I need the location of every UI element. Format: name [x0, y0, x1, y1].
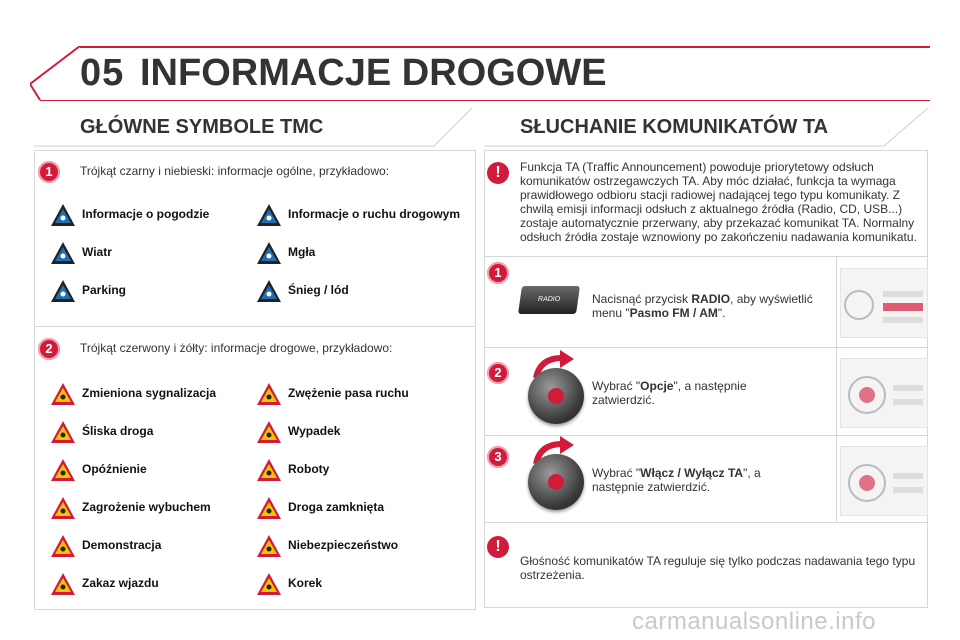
tmc-symbol-label: Droga zamknięta [288, 500, 385, 514]
slippery-road-icon [50, 420, 76, 444]
parking-icon [50, 279, 76, 303]
tmc-symbol-label: Demonstracja [82, 538, 162, 552]
road-closed-icon [256, 496, 282, 520]
radio-panel-thumbnail-1 [840, 268, 928, 338]
panel-divider [34, 326, 476, 327]
wind-icon [50, 241, 76, 265]
radio-button-illustration: RADIO [518, 286, 580, 314]
ta-step2-text: Wybrać "Opcje", a następnie zatwierdzić. [592, 379, 747, 407]
tmc-symbol-label: Mgła [288, 245, 316, 259]
warning-mark-icon: ! [487, 162, 509, 184]
ta-step3-text: Wybrać "Włącz / Wyłącz TA", a następnie zatwierdzić. [592, 466, 761, 494]
radio-panel-thumbnail-2 [840, 358, 928, 428]
watermark: carmanualsonline.info [632, 608, 876, 635]
header-rule-bottom [40, 100, 930, 101]
tmc-symbol-label: Śliska droga [82, 424, 154, 438]
ta-divider-4 [484, 522, 928, 523]
tmc-symbol-label: Roboty [288, 462, 330, 476]
tmc-symbol-label: Zagrożenie wybuchem [82, 500, 211, 514]
tmc-symbol-label: Wypadek [288, 424, 341, 438]
info-icon [256, 203, 282, 227]
tmc-symbol-label: Parking [82, 283, 127, 297]
ta-vdivider [836, 256, 837, 522]
ta-step-badge-1: 1 [487, 262, 509, 284]
ta-divider-2 [484, 347, 928, 348]
snow-icon [256, 279, 282, 303]
delay-icon [50, 458, 76, 482]
right-section-title: SŁUCHANIE KOMUNIKATÓW TA [520, 116, 829, 138]
ta-step1-text: Nacisnąć przycisk RADIO, aby wyświetlić menu "Pasmo FM / AM". [592, 292, 813, 320]
step-badge-2: 2 [38, 338, 60, 360]
tmc-symbol-label: Niebezpieczeństwo [288, 538, 399, 552]
ta-note-text: Głośność komunikatów TA reguluje się tylko podczas nadawania tego typu ostrzeżenia. [520, 554, 916, 582]
note-warning-mark-icon: ! [487, 536, 509, 558]
no-entry-icon [50, 572, 76, 596]
lane-narrowing-icon [256, 382, 282, 406]
weather-icon [50, 203, 76, 227]
header-rule-top [80, 46, 930, 48]
ta-step-badge-2: 2 [487, 362, 509, 384]
signal-change-icon [50, 382, 76, 406]
chapter-number: 05 [80, 52, 125, 94]
rotary-knob-icon [528, 368, 584, 424]
danger-icon [256, 534, 282, 558]
radio-panel-thumbnail-3 [840, 446, 928, 516]
tmc-symbol-label: Wiatr [82, 245, 112, 259]
tmc-symbol-label: Zakaz wjazdu [82, 576, 159, 590]
accident-icon [256, 420, 282, 444]
tmc-symbol-label: Zwężenie pasa ruchu [288, 386, 409, 400]
rotary-knob-icon-2 [528, 454, 584, 510]
ta-step-badge-3: 3 [487, 446, 509, 468]
tmc-symbol-label: Korek [288, 576, 323, 590]
tmc-symbol-label: Informacje o ruchu drogowym [288, 207, 461, 221]
traffic-jam-icon [256, 572, 282, 596]
step-badge-1: 1 [38, 161, 60, 183]
demonstration-icon [50, 534, 76, 558]
explosion-icon [50, 496, 76, 520]
tmc-symbol-label: Śnieg / lód [288, 283, 349, 297]
tmc-symbol-label: Informacje o pogodzie [82, 207, 210, 221]
tmc-symbol-label: Zmieniona sygnalizacja [82, 386, 217, 400]
roadworks-icon [256, 458, 282, 482]
chapter-title: INFORMACJE DROGOWE [140, 52, 607, 94]
tmc-symbol-label: Opóźnienie [82, 462, 147, 476]
ta-divider-1 [484, 256, 928, 257]
left-section-title: GŁÓWNE SYMBOLE TMC [80, 116, 324, 138]
fog-icon [256, 241, 282, 265]
step2-text: Trójkąt czerwony i żółty: informacje drogowe, przykładowo: [80, 341, 393, 355]
step1-text: Trójkąt czarny i niebieski: informacje ogólne, przykładowo: [80, 164, 390, 178]
ta-intro-text: Funkcja TA (Traffic Announcement) powoduje priorytetowy odsłuch komunikatów ostrzegawczych TA. Aby móc działać, funkcja ta wymaga prawidłowego odbioru stacji radiowej nadającej tego typu komunikaty. Z chwilą emisji informacji odsłuch z aktualnego źródła (Radio, CD, USB...) zostaje automatycznie przerwany, aby przekazać komunikat TA. Normalny odsłuch źródła zostaje wznowiony po zakończeniu nadawania komunikatu. [520, 160, 917, 244]
